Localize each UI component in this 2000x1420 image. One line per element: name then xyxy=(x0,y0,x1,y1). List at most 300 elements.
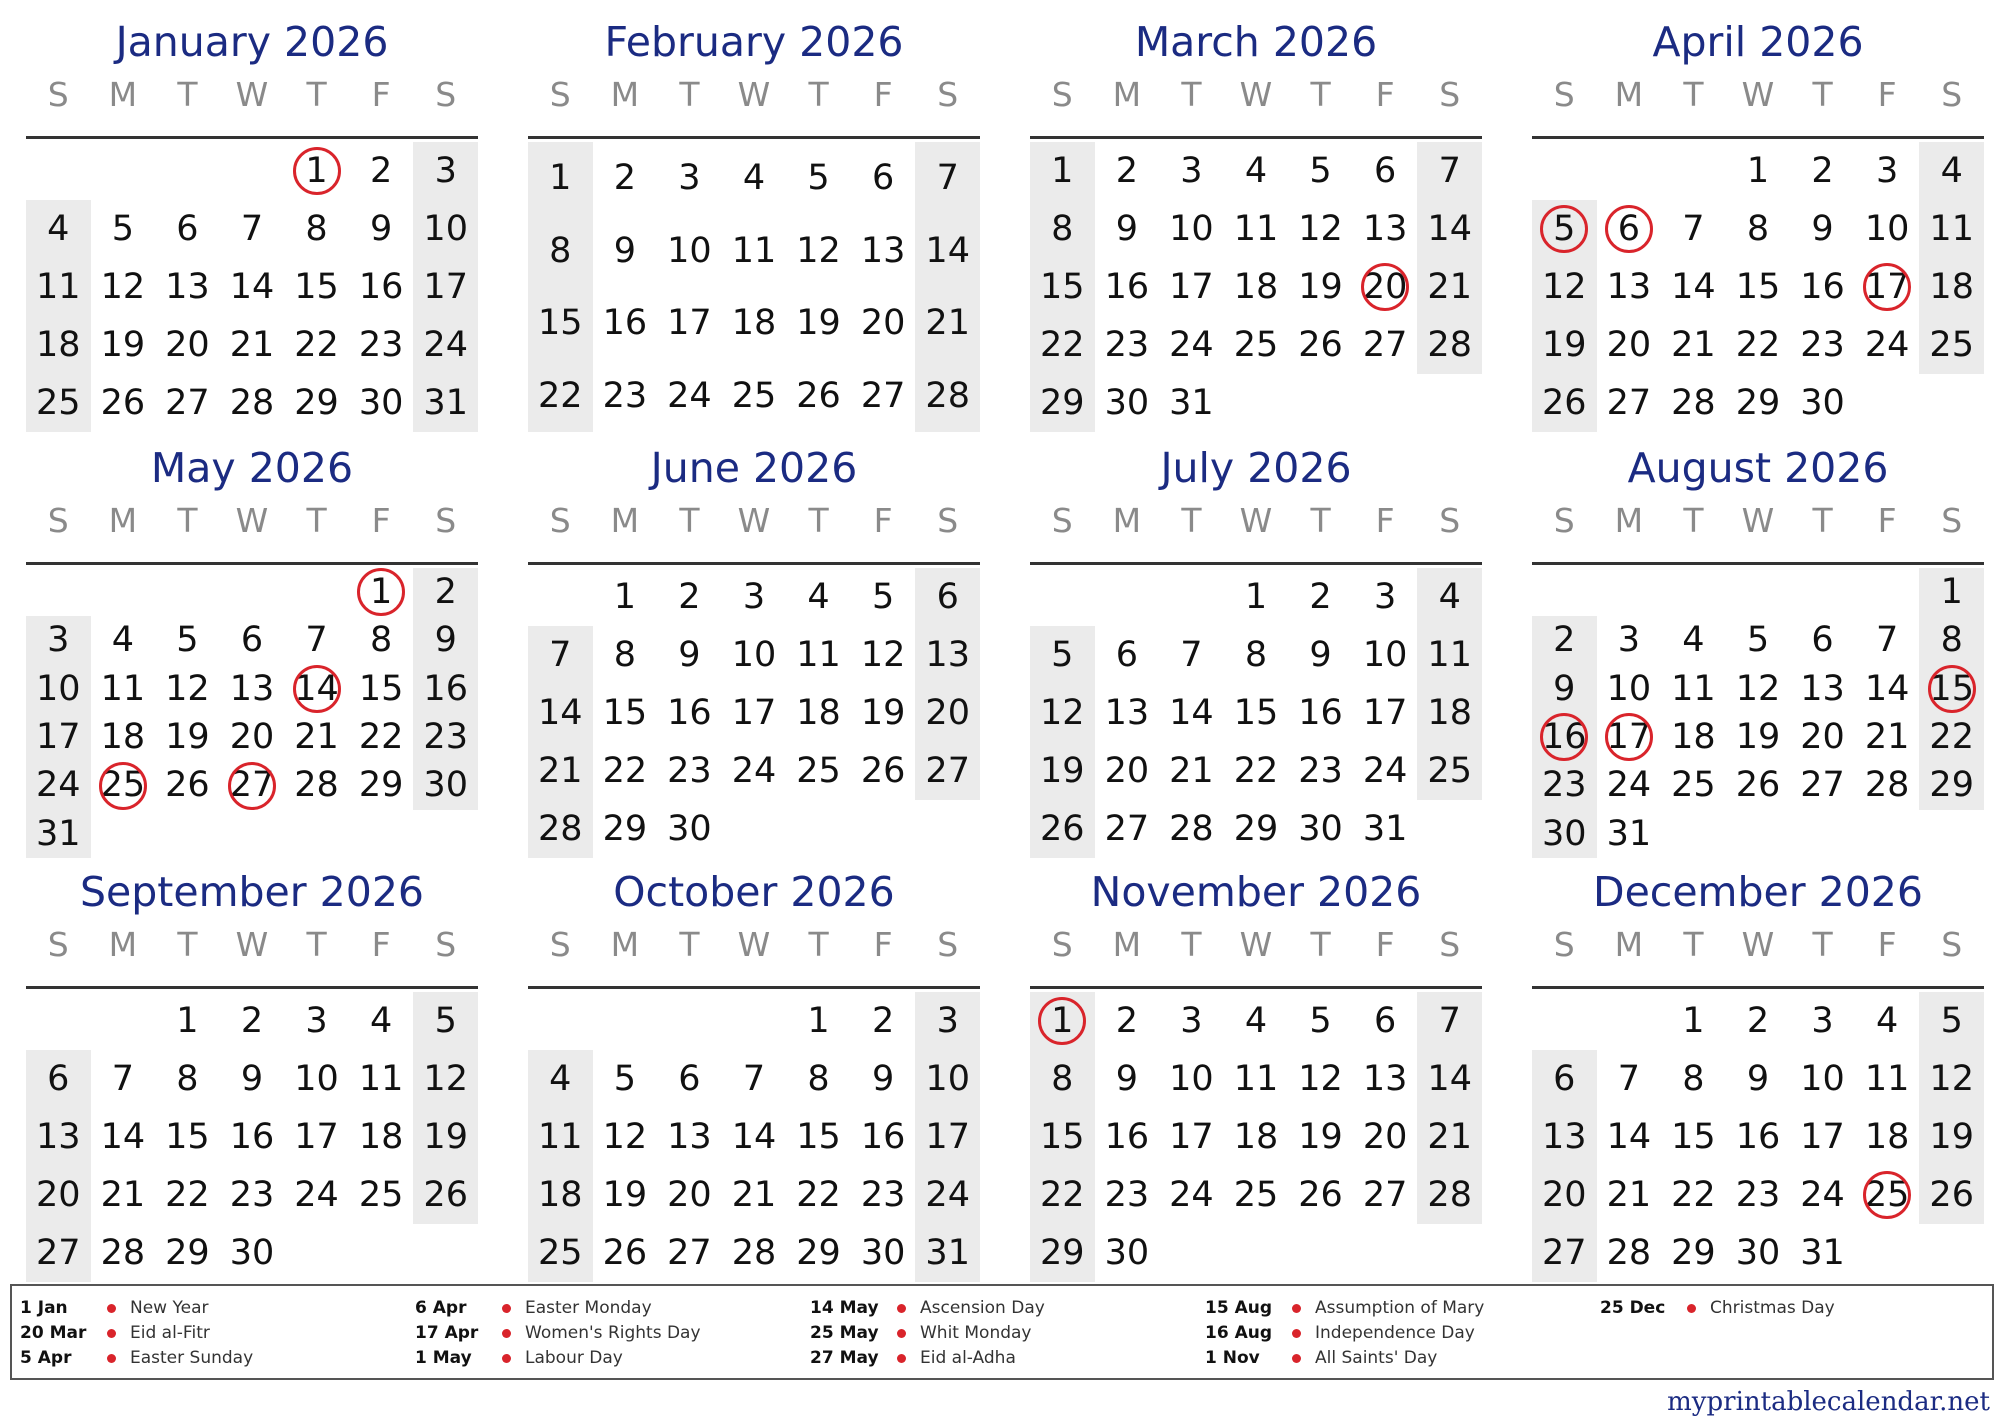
day-cell[interactable]: 13 xyxy=(1606,267,1652,307)
day-cell[interactable]: 3 xyxy=(305,1001,328,1041)
day-cell[interactable]: 29 xyxy=(1929,765,1974,806)
day-cell[interactable]: 25 xyxy=(731,375,777,416)
day-cell[interactable]: 20 xyxy=(229,717,275,757)
day-cell[interactable]: 19 xyxy=(1298,267,1343,307)
day-cell[interactable]: 8 xyxy=(1746,209,1770,249)
day-cell[interactable]: 30 xyxy=(229,1233,275,1273)
day-cell[interactable]: 22 xyxy=(165,1175,210,1215)
day-cell[interactable]: 31 xyxy=(925,1233,970,1273)
day-cell[interactable]: 28 xyxy=(538,809,583,849)
day-cell[interactable]: 9 xyxy=(1553,668,1576,709)
day-cell[interactable]: 25 xyxy=(1929,325,1974,365)
day-cell[interactable]: 3 xyxy=(1811,1001,1834,1041)
day-cell[interactable]: 4 xyxy=(1438,577,1461,617)
day-cell[interactable]: 23 xyxy=(1104,1175,1150,1215)
day-cell[interactable]: 1 xyxy=(807,1001,830,1041)
day-cell[interactable]: 2 xyxy=(240,1001,264,1041)
day-cell[interactable]: 31 xyxy=(1169,383,1214,423)
day-cell[interactable]: 29 xyxy=(1735,383,1781,423)
day-cell[interactable]: 4 xyxy=(742,158,766,198)
day-cell[interactable]: 20 xyxy=(1362,1117,1408,1157)
day-cell[interactable]: 30 xyxy=(1298,809,1343,849)
day-cell[interactable]: 14 xyxy=(100,1117,146,1157)
day-cell[interactable]: 29 xyxy=(602,809,648,849)
day-cell[interactable]: 19 xyxy=(1735,717,1781,757)
day-cell[interactable]: 9 xyxy=(613,230,636,271)
day-cell[interactable]: 13 xyxy=(1800,668,1845,709)
day-cell[interactable]: 7 xyxy=(1682,209,1705,249)
day-cell[interactable]: 13 xyxy=(925,635,970,675)
day-cell[interactable]: 26 xyxy=(796,375,841,416)
day-cell[interactable]: 11 xyxy=(1671,668,1716,709)
day-cell[interactable]: 15 xyxy=(796,1117,841,1157)
day-cell[interactable]: 13 xyxy=(860,230,906,271)
day-cell[interactable]: 30 xyxy=(1800,383,1845,423)
day-cell[interactable]: 8 xyxy=(549,230,572,271)
day-cell[interactable]: 22 xyxy=(358,717,404,757)
day-cell[interactable]: 26 xyxy=(1298,1175,1343,1215)
day-cell[interactable]: 10 xyxy=(667,230,712,271)
day-cell[interactable]: 14 xyxy=(925,230,970,271)
day-cell[interactable]: 27 xyxy=(1606,383,1652,423)
day-cell[interactable]: 22 xyxy=(538,375,583,416)
day-cell[interactable]: 6 xyxy=(1811,620,1834,661)
day-cell[interactable]: 14 xyxy=(1427,209,1472,249)
day-cell[interactable]: 28 xyxy=(229,383,275,423)
holiday-day-cell[interactable]: 17 xyxy=(1864,267,1910,307)
day-cell[interactable]: 12 xyxy=(602,1117,648,1157)
day-cell[interactable]: 30 xyxy=(423,765,468,806)
day-cell[interactable]: 23 xyxy=(1298,751,1343,791)
day-cell[interactable]: 16 xyxy=(667,693,712,733)
day-cell[interactable]: 30 xyxy=(358,383,404,423)
day-cell[interactable]: 18 xyxy=(100,717,146,757)
day-cell[interactable]: 28 xyxy=(1427,1175,1472,1215)
day-cell[interactable]: 11 xyxy=(1233,1059,1279,1099)
day-cell[interactable]: 11 xyxy=(1233,209,1279,249)
day-cell[interactable]: 11 xyxy=(100,668,146,709)
day-cell[interactable]: 2 xyxy=(1309,577,1332,617)
day-cell[interactable]: 4 xyxy=(1682,620,1705,661)
holiday-day-cell[interactable]: 15 xyxy=(1929,668,1974,709)
day-cell[interactable]: 26 xyxy=(423,1175,468,1215)
day-cell[interactable]: 12 xyxy=(423,1059,468,1099)
day-cell[interactable]: 4 xyxy=(549,1059,572,1099)
day-cell[interactable]: 9 xyxy=(1115,209,1138,249)
day-cell[interactable]: 25 xyxy=(796,751,841,791)
day-cell[interactable]: 21 xyxy=(731,1175,777,1215)
day-cell[interactable]: 6 xyxy=(871,158,895,198)
day-cell[interactable]: 16 xyxy=(860,1117,906,1157)
day-cell[interactable]: 28 xyxy=(1169,809,1214,849)
day-cell[interactable]: 20 xyxy=(667,1175,712,1215)
day-cell[interactable]: 21 xyxy=(1169,751,1214,791)
day-cell[interactable]: 24 xyxy=(925,1175,970,1215)
day-cell[interactable]: 28 xyxy=(1671,383,1716,423)
day-cell[interactable]: 26 xyxy=(602,1233,648,1273)
day-cell[interactable]: 17 xyxy=(925,1117,970,1157)
day-cell[interactable]: 2 xyxy=(369,151,393,191)
day-cell[interactable]: 15 xyxy=(1040,267,1085,307)
day-cell[interactable]: 16 xyxy=(1800,267,1845,307)
day-cell[interactable]: 19 xyxy=(1298,1117,1343,1157)
day-cell[interactable]: 18 xyxy=(1864,1117,1910,1157)
day-cell[interactable]: 4 xyxy=(1875,1001,1899,1041)
day-cell[interactable]: 10 xyxy=(1169,209,1214,249)
day-cell[interactable]: 5 xyxy=(807,158,830,198)
day-cell[interactable]: 12 xyxy=(1298,1059,1343,1099)
day-cell[interactable]: 16 xyxy=(1104,267,1150,307)
day-cell[interactable]: 22 xyxy=(1040,325,1085,365)
day-cell[interactable]: 21 xyxy=(229,325,275,365)
day-cell[interactable]: 27 xyxy=(1104,809,1150,849)
day-cell[interactable]: 7 xyxy=(549,635,572,675)
day-cell[interactable]: 13 xyxy=(229,668,275,709)
day-cell[interactable]: 10 xyxy=(1800,1059,1845,1099)
day-cell[interactable]: 12 xyxy=(1040,693,1085,733)
day-cell[interactable]: 24 xyxy=(1362,751,1408,791)
day-cell[interactable]: 11 xyxy=(796,635,841,675)
day-cell[interactable]: 4 xyxy=(1244,1001,1268,1041)
holiday-day-cell[interactable]: 1 xyxy=(1051,1001,1074,1041)
day-cell[interactable]: 3 xyxy=(1180,1001,1203,1041)
day-cell[interactable]: 22 xyxy=(1671,1175,1716,1215)
day-cell[interactable]: 22 xyxy=(796,1175,841,1215)
day-cell[interactable]: 25 xyxy=(36,383,81,423)
day-cell[interactable]: 13 xyxy=(1362,1059,1408,1099)
day-cell[interactable]: 4 xyxy=(47,209,70,249)
day-cell[interactable]: 17 xyxy=(1362,693,1408,733)
day-cell[interactable]: 21 xyxy=(538,751,583,791)
day-cell[interactable]: 28 xyxy=(100,1233,146,1273)
day-cell[interactable]: 8 xyxy=(176,1059,199,1099)
day-cell[interactable]: 14 xyxy=(1606,1117,1652,1157)
day-cell[interactable]: 25 xyxy=(1427,751,1472,791)
day-cell[interactable]: 3 xyxy=(1373,577,1397,617)
day-cell[interactable]: 17 xyxy=(731,693,777,733)
day-cell[interactable]: 23 xyxy=(860,1175,906,1215)
day-cell[interactable]: 20 xyxy=(1800,717,1845,757)
day-cell[interactable]: 11 xyxy=(1427,635,1472,675)
day-cell[interactable]: 4 xyxy=(1940,151,1963,191)
day-cell[interactable]: 8 xyxy=(1051,209,1074,249)
day-cell[interactable]: 24 xyxy=(1169,325,1214,365)
day-cell[interactable]: 31 xyxy=(423,383,468,423)
day-cell[interactable]: 2 xyxy=(1811,151,1834,191)
day-cell[interactable]: 23 xyxy=(1735,1175,1781,1215)
day-cell[interactable]: 11 xyxy=(36,267,81,307)
day-cell[interactable]: 19 xyxy=(165,717,210,757)
day-cell[interactable]: 13 xyxy=(1362,209,1408,249)
day-cell[interactable]: 6 xyxy=(678,1059,701,1099)
day-cell[interactable]: 30 xyxy=(667,809,712,849)
day-cell[interactable]: 15 xyxy=(1040,1117,1085,1157)
day-cell[interactable]: 2 xyxy=(613,158,636,198)
day-cell[interactable]: 18 xyxy=(1427,693,1472,733)
day-cell[interactable]: 20 xyxy=(165,325,210,365)
day-cell[interactable]: 12 xyxy=(1298,209,1343,249)
day-cell[interactable]: 22 xyxy=(1040,1175,1085,1215)
day-cell[interactable]: 27 xyxy=(1362,1175,1408,1215)
day-cell[interactable]: 6 xyxy=(240,620,264,661)
day-cell[interactable]: 1 xyxy=(549,158,572,198)
day-cell[interactable]: 23 xyxy=(358,325,404,365)
day-cell[interactable]: 23 xyxy=(1104,325,1150,365)
day-cell[interactable]: 14 xyxy=(538,693,583,733)
day-cell[interactable]: 21 xyxy=(100,1175,146,1215)
day-cell[interactable]: 10 xyxy=(731,635,777,675)
day-cell[interactable]: 3 xyxy=(1180,151,1203,191)
day-cell[interactable]: 10 xyxy=(925,1059,970,1099)
day-cell[interactable]: 17 xyxy=(36,717,81,757)
day-cell[interactable]: 9 xyxy=(240,1059,264,1099)
day-cell[interactable]: 29 xyxy=(1671,1233,1716,1273)
day-cell[interactable]: 15 xyxy=(538,303,583,343)
day-cell[interactable]: 8 xyxy=(1940,620,1963,661)
holiday-day-cell[interactable]: 14 xyxy=(294,668,339,709)
holiday-day-cell[interactable]: 16 xyxy=(1542,717,1587,757)
day-cell[interactable]: 13 xyxy=(165,267,210,307)
day-cell[interactable]: 20 xyxy=(1542,1175,1587,1215)
day-cell[interactable]: 21 xyxy=(294,717,339,757)
day-cell[interactable]: 7 xyxy=(305,620,328,661)
day-cell[interactable]: 26 xyxy=(1298,325,1343,365)
day-cell[interactable]: 1 xyxy=(176,1001,199,1041)
day-cell[interactable]: 24 xyxy=(1606,765,1652,806)
day-cell[interactable]: 11 xyxy=(1864,1059,1910,1099)
day-cell[interactable]: 12 xyxy=(860,635,906,675)
day-cell[interactable]: 5 xyxy=(111,209,134,249)
day-cell[interactable]: 23 xyxy=(1542,765,1587,806)
day-cell[interactable]: 3 xyxy=(434,151,457,191)
day-cell[interactable]: 16 xyxy=(423,668,468,709)
day-cell[interactable]: 28 xyxy=(1606,1233,1652,1273)
day-cell[interactable]: 19 xyxy=(602,1175,648,1215)
day-cell[interactable]: 23 xyxy=(229,1175,275,1215)
day-cell[interactable]: 14 xyxy=(229,267,275,307)
day-cell[interactable]: 27 xyxy=(925,751,970,791)
day-cell[interactable]: 29 xyxy=(1233,809,1279,849)
day-cell[interactable]: 10 xyxy=(423,209,468,249)
day-cell[interactable]: 26 xyxy=(1929,1175,1974,1215)
day-cell[interactable]: 29 xyxy=(165,1233,210,1273)
day-cell[interactable]: 17 xyxy=(294,1117,339,1157)
holiday-day-cell[interactable]: 17 xyxy=(1606,717,1652,757)
day-cell[interactable]: 7 xyxy=(1875,620,1899,661)
day-cell[interactable]: 7 xyxy=(1617,1059,1640,1099)
day-cell[interactable]: 30 xyxy=(1735,1233,1781,1273)
day-cell[interactable]: 8 xyxy=(1244,635,1268,675)
day-cell[interactable]: 18 xyxy=(1929,267,1974,307)
day-cell[interactable]: 24 xyxy=(1169,1175,1214,1215)
day-cell[interactable]: 23 xyxy=(423,717,468,757)
day-cell[interactable]: 19 xyxy=(1040,751,1085,791)
day-cell[interactable]: 27 xyxy=(1542,1233,1587,1273)
day-cell[interactable]: 27 xyxy=(1800,765,1845,806)
day-cell[interactable]: 15 xyxy=(1671,1117,1716,1157)
day-cell[interactable]: 10 xyxy=(1169,1059,1214,1099)
day-cell[interactable]: 19 xyxy=(100,325,146,365)
day-cell[interactable]: 2 xyxy=(1115,151,1138,191)
day-cell[interactable]: 20 xyxy=(860,303,906,343)
day-cell[interactable]: 7 xyxy=(1180,635,1203,675)
day-cell[interactable]: 18 xyxy=(1671,717,1716,757)
day-cell[interactable]: 18 xyxy=(36,325,81,365)
day-cell[interactable]: 10 xyxy=(1362,635,1408,675)
day-cell[interactable]: 20 xyxy=(36,1175,81,1215)
day-cell[interactable]: 26 xyxy=(1542,383,1587,423)
holiday-day-cell[interactable]: 25 xyxy=(1864,1175,1910,1215)
day-cell[interactable]: 20 xyxy=(925,693,970,733)
day-cell[interactable]: 25 xyxy=(1671,765,1716,806)
day-cell[interactable]: 19 xyxy=(1542,325,1587,365)
day-cell[interactable]: 30 xyxy=(1104,1233,1150,1273)
holiday-day-cell[interactable]: 27 xyxy=(229,765,275,806)
site-watermark[interactable]: myprintablecalendar.net xyxy=(1667,1387,1990,1417)
day-cell[interactable]: 1 xyxy=(1051,151,1074,191)
day-cell[interactable]: 7 xyxy=(111,1059,134,1099)
day-cell[interactable]: 16 xyxy=(1735,1117,1781,1157)
day-cell[interactable]: 15 xyxy=(294,267,339,307)
day-cell[interactable]: 8 xyxy=(1682,1059,1705,1099)
day-cell[interactable]: 12 xyxy=(796,230,841,271)
day-cell[interactable]: 27 xyxy=(36,1233,81,1273)
day-cell[interactable]: 12 xyxy=(100,267,146,307)
day-cell[interactable]: 5 xyxy=(871,577,895,617)
day-cell[interactable]: 10 xyxy=(1864,209,1910,249)
day-cell[interactable]: 28 xyxy=(925,375,970,416)
day-cell[interactable]: 1 xyxy=(1940,572,1963,612)
day-cell[interactable]: 2 xyxy=(678,577,701,617)
day-cell[interactable]: 6 xyxy=(936,577,959,617)
day-cell[interactable]: 22 xyxy=(1233,751,1279,791)
day-cell[interactable]: 26 xyxy=(100,383,146,423)
day-cell[interactable]: 4 xyxy=(111,620,134,661)
day-cell[interactable]: 6 xyxy=(1115,635,1138,675)
day-cell[interactable]: 13 xyxy=(667,1117,712,1157)
day-cell[interactable]: 22 xyxy=(294,325,339,365)
day-cell[interactable]: 17 xyxy=(1169,267,1214,307)
day-cell[interactable]: 16 xyxy=(229,1117,275,1157)
day-cell[interactable]: 5 xyxy=(1309,1001,1332,1041)
day-cell[interactable]: 12 xyxy=(1929,1059,1974,1099)
day-cell[interactable]: 24 xyxy=(423,325,468,365)
day-cell[interactable]: 21 xyxy=(1427,267,1472,307)
day-cell[interactable]: 28 xyxy=(1864,765,1910,806)
day-cell[interactable]: 14 xyxy=(731,1117,777,1157)
day-cell[interactable]: 28 xyxy=(294,765,339,806)
day-cell[interactable]: 31 xyxy=(1800,1233,1845,1273)
day-cell[interactable]: 18 xyxy=(358,1117,404,1157)
day-cell[interactable]: 2 xyxy=(1746,1001,1770,1041)
day-cell[interactable]: 21 xyxy=(1671,325,1716,365)
day-cell[interactable]: 26 xyxy=(1735,765,1781,806)
day-cell[interactable]: 29 xyxy=(294,383,339,423)
day-cell[interactable]: 25 xyxy=(538,1233,583,1273)
day-cell[interactable]: 5 xyxy=(1309,151,1332,191)
day-cell[interactable]: 14 xyxy=(1427,1059,1472,1099)
day-cell[interactable]: 1 xyxy=(1244,577,1268,617)
day-cell[interactable]: 3 xyxy=(936,1001,959,1041)
day-cell[interactable]: 25 xyxy=(358,1175,404,1215)
day-cell[interactable]: 20 xyxy=(1104,751,1150,791)
day-cell[interactable]: 12 xyxy=(1542,267,1587,307)
day-cell[interactable]: 5 xyxy=(1940,1001,1963,1041)
day-cell[interactable]: 9 xyxy=(1746,1059,1770,1099)
day-cell[interactable]: 21 xyxy=(1427,1117,1472,1157)
day-cell[interactable]: 7 xyxy=(936,158,959,198)
day-cell[interactable]: 13 xyxy=(36,1117,81,1157)
day-cell[interactable]: 5 xyxy=(434,1001,457,1041)
day-cell[interactable]: 7 xyxy=(1438,151,1461,191)
day-cell[interactable]: 21 xyxy=(925,303,970,343)
day-cell[interactable]: 23 xyxy=(1800,325,1845,365)
day-cell[interactable]: 29 xyxy=(358,765,404,806)
day-cell[interactable]: 9 xyxy=(369,209,393,249)
day-cell[interactable]: 21 xyxy=(1606,1175,1652,1215)
holiday-day-cell[interactable]: 5 xyxy=(1553,209,1576,249)
day-cell[interactable]: 2 xyxy=(1115,1001,1138,1041)
day-cell[interactable]: 24 xyxy=(1800,1175,1845,1215)
day-cell[interactable]: 25 xyxy=(1233,1175,1279,1215)
day-cell[interactable]: 30 xyxy=(1104,383,1150,423)
day-cell[interactable]: 29 xyxy=(796,1233,841,1273)
day-cell[interactable]: 1 xyxy=(613,577,636,617)
day-cell[interactable]: 26 xyxy=(860,751,906,791)
day-cell[interactable]: 27 xyxy=(860,375,906,416)
day-cell[interactable]: 6 xyxy=(47,1059,70,1099)
day-cell[interactable]: 14 xyxy=(1864,668,1910,709)
day-cell[interactable]: 3 xyxy=(47,620,70,661)
day-cell[interactable]: 26 xyxy=(165,765,210,806)
day-cell[interactable]: 1 xyxy=(1682,1001,1705,1041)
day-cell[interactable]: 24 xyxy=(294,1175,339,1215)
day-cell[interactable]: 16 xyxy=(1104,1117,1150,1157)
day-cell[interactable]: 10 xyxy=(36,668,81,709)
day-cell[interactable]: 17 xyxy=(1169,1117,1214,1157)
day-cell[interactable]: 9 xyxy=(1115,1059,1138,1099)
holiday-day-cell[interactable]: 6 xyxy=(1617,209,1640,249)
holiday-day-cell[interactable]: 1 xyxy=(305,151,328,191)
holiday-day-cell[interactable]: 25 xyxy=(100,765,146,806)
day-cell[interactable]: 28 xyxy=(1427,325,1472,365)
day-cell[interactable]: 3 xyxy=(678,158,701,198)
day-cell[interactable]: 5 xyxy=(1746,620,1770,661)
day-cell[interactable]: 21 xyxy=(1864,717,1910,757)
day-cell[interactable]: 31 xyxy=(36,813,81,854)
day-cell[interactable]: 26 xyxy=(1040,809,1085,849)
day-cell[interactable]: 9 xyxy=(1309,635,1332,675)
day-cell[interactable]: 22 xyxy=(1929,717,1974,757)
day-cell[interactable]: 9 xyxy=(434,620,457,661)
day-cell[interactable]: 13 xyxy=(1104,693,1150,733)
day-cell[interactable]: 29 xyxy=(1040,1233,1085,1273)
day-cell[interactable]: 25 xyxy=(1233,325,1279,365)
day-cell[interactable]: 24 xyxy=(36,765,81,806)
day-cell[interactable]: 18 xyxy=(538,1175,583,1215)
day-cell[interactable]: 13 xyxy=(1542,1117,1587,1157)
day-cell[interactable]: 31 xyxy=(1362,809,1408,849)
day-cell[interactable]: 9 xyxy=(1811,209,1834,249)
day-cell[interactable]: 8 xyxy=(1051,1059,1074,1099)
day-cell[interactable]: 17 xyxy=(423,267,468,307)
day-cell[interactable]: 22 xyxy=(1735,325,1781,365)
day-cell[interactable]: 14 xyxy=(1169,693,1214,733)
day-cell[interactable]: 6 xyxy=(1373,151,1397,191)
day-cell[interactable]: 15 xyxy=(602,693,648,733)
day-cell[interactable]: 17 xyxy=(667,303,712,343)
day-cell[interactable]: 17 xyxy=(1800,1117,1845,1157)
